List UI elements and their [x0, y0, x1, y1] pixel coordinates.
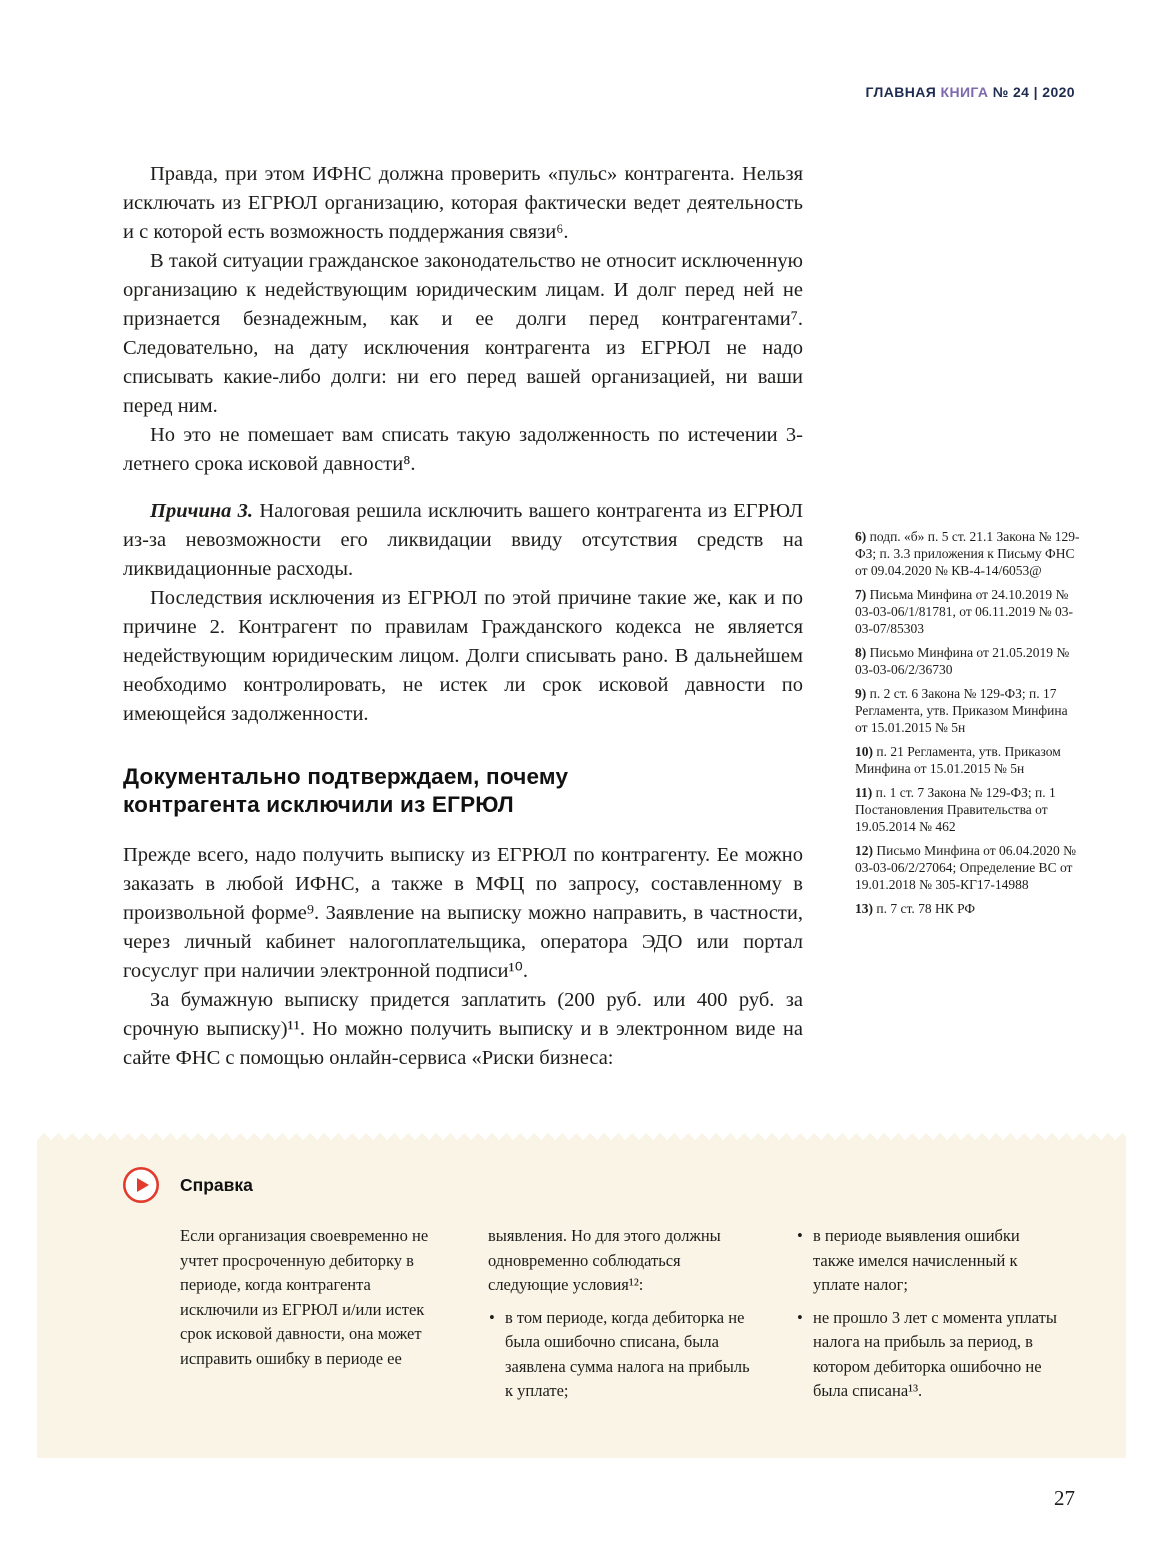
spravka-column-1: [180, 1224, 444, 1404]
paragraph: Прежде всего, надо получить выписку из ЕГРЮЛ по контрагенту. Ее можно заказать в любой ИФНС, а также в МФЦ по запросу, составленному в произвольной форме⁹. Заявление на выписку можно направить, в частности, через личный кабинет налогоплательщика, оператора ЭДО или портал госуслуг при наличии электронной подписи¹⁰.: [123, 844, 803, 982]
footnote-text: подп. «б» п. 5 ст. 21.1 Закона № 129-ФЗ; п. 3.3 приложения к Письму ФНС от 09.04.2020 № КВ-4-14/6053@: [855, 529, 1080, 578]
footnote-number: 12): [855, 843, 873, 858]
reason-paragraph: [123, 497, 803, 584]
page-header: [865, 84, 1075, 100]
spravka-bullet: • не прошло 3 лет с момента уплаты налога на прибыль за период, в котором дебиторка ошибочно не была списана¹³.: [796, 1306, 1060, 1404]
footnotes-sidebar: [855, 528, 1081, 924]
footnote-number: 8): [855, 645, 867, 660]
spravka-column-3: [796, 1224, 1060, 1404]
footnote-text: Письма Минфина от 24.10.2019 № 03-03-06/1/81781, от 06.11.2019 № 03-03-07/85303: [855, 587, 1073, 636]
footnote: [855, 586, 1081, 637]
footnote: [855, 528, 1081, 579]
spravka-columns: [180, 1224, 1060, 1404]
paragraph: За бумажную выписку придется заплатить (200 руб. или 400 руб. за срочную выписку)¹¹. Но можно получить выписку и в электронном виде на сайте ФНС с помощью онлайн-сервиса «Риски бизнеса:: [123, 989, 803, 1069]
footnote-text: Письмо Минфина от 21.05.2019 № 03-03-06/2/36730: [855, 645, 1070, 677]
spravka-bullet: • в периоде выявления ошибки также имелся начисленный к уплате налог;: [796, 1224, 1060, 1298]
spravka-bullet: • в том периоде, когда дебиторка не была ошибочно списана, была заявлена сумма налога на прибыль к уплате;: [488, 1306, 752, 1404]
brand-kniga: КНИГА: [940, 84, 989, 100]
reason-label: Причина 3.: [150, 500, 254, 522]
spravka-box: [37, 1140, 1126, 1458]
footnote-number: 7): [855, 587, 867, 602]
footnote-text: п. 21 Регламента, утв. Приказом Минфина от 15.01.2015 № 5н: [855, 744, 1061, 776]
footnote: [855, 685, 1081, 736]
spravka-title: Справка: [180, 1174, 253, 1195]
article-body: [123, 160, 803, 1073]
footnote: [855, 644, 1081, 678]
spravka-text: выявления. Но для этого должны одновременно соблюдаться следующие условия¹²:: [488, 1226, 721, 1294]
paragraph: Последствия исключения из ЕГРЮЛ по этой причине такие же, как и по причине 2. Контрагент по правилам Гражданского кодекса не является недействующим юридическим лицом. Долги списывать рано. В дальнейшем необходимо контролировать, не истек ли срок исковой давности по имеющейся задолженности.: [123, 587, 803, 725]
footnote-number: 6): [855, 529, 867, 544]
footnote-text: п. 2 ст. 6 Закона № 129-ФЗ; п. 17 Регламента, утв. Приказом Минфина от 15.01.2015 № 5н: [855, 686, 1068, 735]
footnote-text: п. 1 ст. 7 Закона № 129-ФЗ; п. 1 Постановления Правительства от 19.05.2014 № 462: [855, 785, 1056, 834]
play-icon: [122, 1166, 160, 1204]
paragraph: В такой ситуации гражданское законодательство не относит исключенную организацию к недействующим юридическим лицам. И долг перед ней не признается безнадежным, как и ее долги перед контрагентами⁷. Следовательно, на дату исключения контрагента из ЕГРЮЛ не надо списывать какие-либо долги: ни его перед вашей организацией, ни ваши перед ним.: [123, 250, 803, 417]
footnote-number: 9): [855, 686, 867, 701]
reason-text: Налоговая решила исключить вашего контрагента из ЕГРЮЛ из-за невозможности его ликвидации ввиду отсутствия средств на ликвидационные расходы.: [123, 500, 804, 580]
footnote: [855, 743, 1081, 777]
footnote: [855, 784, 1081, 835]
page-number: 27: [1054, 1486, 1075, 1510]
brand-glavnaya: ГЛАВНАЯ: [865, 84, 937, 100]
footnote-number: 13): [855, 901, 873, 916]
paragraph: Правда, при этом ИФНС должна проверить «пульс» контрагента. Нельзя исключать из ЕГРЮЛ организацию, которая фактически ведет деятельность и с которой есть возможность поддержания связи⁶.: [123, 163, 803, 243]
footnote-text: п. 7 ст. 78 НК РФ: [876, 901, 976, 916]
footnote: [855, 900, 1081, 917]
footnote-text: Письмо Минфина от 06.04.2020 № 03-03-06/2/27064; Определение ВС от 19.01.2018 № 305-КГ17-14988: [855, 843, 1077, 892]
spravka-header: [122, 1166, 253, 1204]
spravka-text: Если организация своевременно не учтет просроченную дебиторку в периоде, когда контрагента исключили из ЕГРЮЛ и/или истек срок исковой давности, она может исправить ошибку в периоде ее: [180, 1226, 429, 1368]
issue-number: № 24 | 2020: [992, 84, 1075, 100]
section-heading: Документально подтверждаем, почему контрагента исключили из ЕГРЮЛ: [123, 764, 569, 817]
paragraph: Но это не помешает вам списать такую задолженность по истечении 3-летнего срока исковой давности⁸.: [123, 424, 803, 475]
footnote-number: 10): [855, 744, 873, 759]
footnote-number: 11): [855, 785, 873, 800]
footnote: [855, 842, 1081, 893]
spravka-column-2: [488, 1224, 752, 1404]
